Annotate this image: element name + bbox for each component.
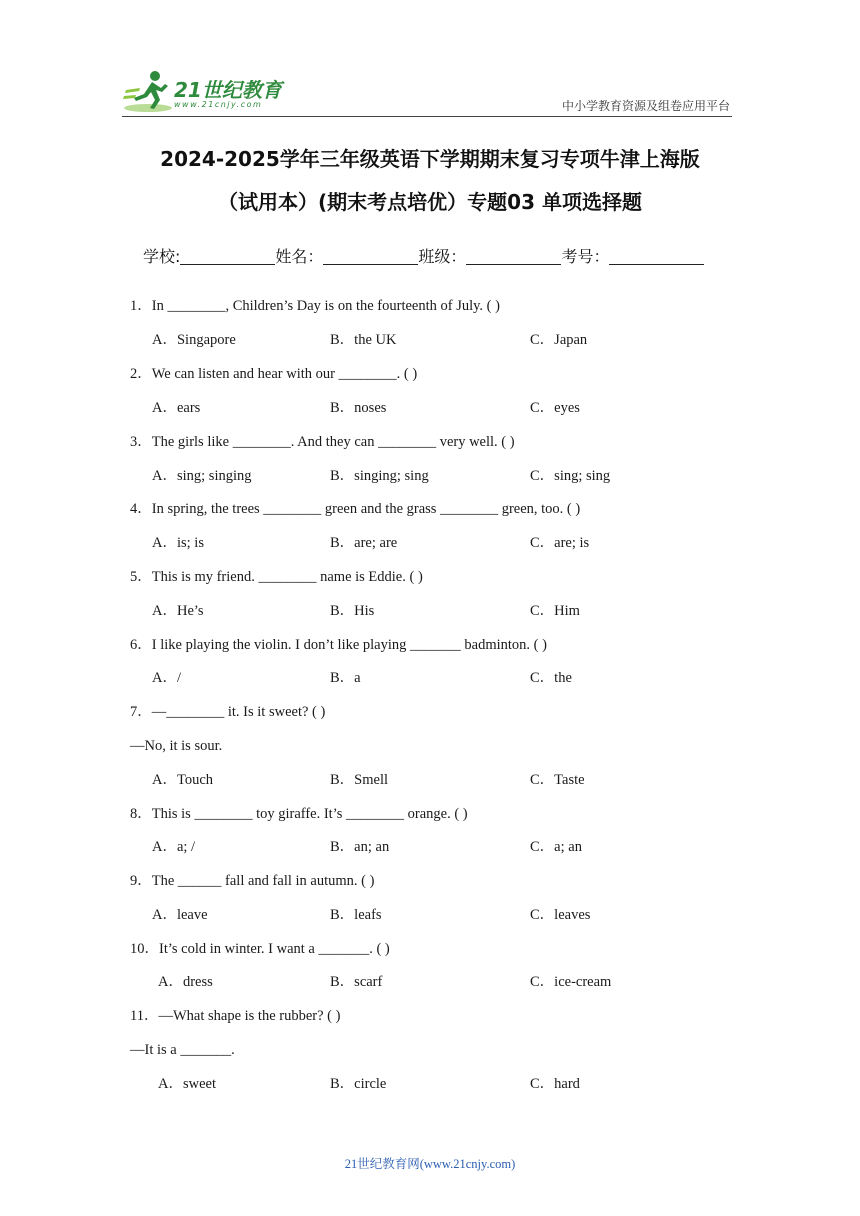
q11-option-b[interactable]: B．circle [330, 1076, 387, 1092]
page-header [0, 0, 860, 118]
q5-option-c[interactable]: C．Him [530, 603, 580, 619]
platform-label: 中小学教育资源及组卷应用平台 [561, 99, 730, 113]
question-11: 11．—What shape is the rubber? ( ) [130, 1008, 341, 1024]
q7-option-a[interactable]: A．Touch [152, 772, 214, 788]
logo-text: 21世纪教育 [174, 78, 282, 102]
q1-option-a[interactable]: A．Singapore [152, 332, 236, 348]
question-1: 1．In ________, Children’s Day is on the fourteenth of July. ( ) [130, 298, 500, 314]
student-info-row [143, 244, 704, 267]
q4-option-a[interactable]: A．is; is [152, 535, 204, 551]
q8-option-a[interactable]: A．a; / [152, 839, 196, 855]
q6-option-a[interactable]: A．/ [152, 670, 181, 686]
q3-option-c[interactable]: C．sing; sing [530, 468, 611, 484]
question-5: 5．This is my friend. ________ name is Eddie. ( ) [130, 569, 423, 585]
q7-option-c[interactable]: C．Taste [530, 772, 585, 788]
logo-url: www.21cnjy.com [174, 100, 263, 109]
q8-option-c[interactable]: C．a; an [530, 839, 582, 855]
question-7: 7．—________ it. Is it sweet? ( ) [130, 704, 326, 720]
question-3: 3．The girls like ________. And they can ________ very well. ( ) [130, 434, 515, 450]
school-label: 学校: [143, 247, 181, 266]
question-10: 10．It’s cold in winter. I want a _______. ( ) [130, 941, 390, 957]
footer-link[interactable]: 21世纪教育网(www.21cnjy.com) [344, 1157, 516, 1171]
q1-option-b[interactable]: B．the UK [330, 332, 397, 348]
logo [122, 68, 292, 114]
q10-option-b[interactable]: B．scarf [330, 974, 383, 990]
q7-option-b[interactable]: B．Smell [330, 772, 389, 788]
question-2: 2．We can listen and hear with our ________. ( ) [130, 366, 418, 382]
class-blank[interactable] [466, 248, 561, 265]
header-divider [122, 116, 732, 117]
question-7-reply: —No, it is sour. [130, 738, 223, 754]
q10-option-c[interactable]: C．ice-cream [530, 974, 612, 990]
question-11-reply: —It is a _______. [130, 1042, 235, 1058]
q4-option-b[interactable]: B．are; are [330, 535, 398, 551]
class-label: 班级： [418, 247, 467, 266]
number-label: 考号： [561, 247, 610, 266]
q2-option-c[interactable]: C．eyes [530, 400, 580, 416]
page-title-line2: （试用本）(期末考点培优）专题03 单项选择题 [218, 190, 642, 214]
question-6: 6．I like playing the violin. I don’t like playing _______ badminton. ( ) [130, 637, 547, 653]
q10-option-a[interactable]: A．dress [158, 974, 213, 990]
q5-option-a[interactable]: A．He’s [152, 603, 204, 619]
q1-option-c[interactable]: C．Japan [530, 332, 588, 348]
q9-option-a[interactable]: A．leave [152, 907, 208, 923]
page-title-line1: 2024-2025学年三年级英语下学期期末复习专项牛津上海版 [160, 147, 700, 171]
q8-option-b[interactable]: B．an; an [330, 839, 390, 855]
q2-option-a[interactable]: A．ears [152, 400, 201, 416]
q2-option-b[interactable]: B．noses [330, 400, 387, 416]
q11-option-c[interactable]: C．hard [530, 1076, 580, 1092]
school-blank[interactable] [180, 248, 275, 265]
q5-option-b[interactable]: B．His [330, 603, 375, 619]
question-8: 8．This is ________ toy giraffe. It’s ________ orange. ( ) [130, 806, 468, 822]
q4-option-c[interactable]: C．are; is [530, 535, 590, 551]
number-blank[interactable] [609, 248, 704, 265]
runner-logo-icon [122, 68, 174, 114]
question-4: 4．In spring, the trees ________ green and the grass ________ green, too. ( ) [130, 501, 581, 517]
q3-option-a[interactable]: A．sing; singing [152, 468, 252, 484]
question-9: 9．The ______ fall and fall in autumn. ( ) [130, 873, 375, 889]
name-blank[interactable] [323, 248, 418, 265]
q9-option-b[interactable]: B．leafs [330, 907, 382, 923]
name-label: 姓名： [275, 247, 324, 266]
q9-option-c[interactable]: C．leaves [530, 907, 591, 923]
q6-option-b[interactable]: B．a [330, 670, 361, 686]
q11-option-a[interactable]: A．sweet [158, 1076, 216, 1092]
q6-option-c[interactable]: C．the [530, 670, 572, 686]
q3-option-b[interactable]: B．singing; sing [330, 468, 429, 484]
